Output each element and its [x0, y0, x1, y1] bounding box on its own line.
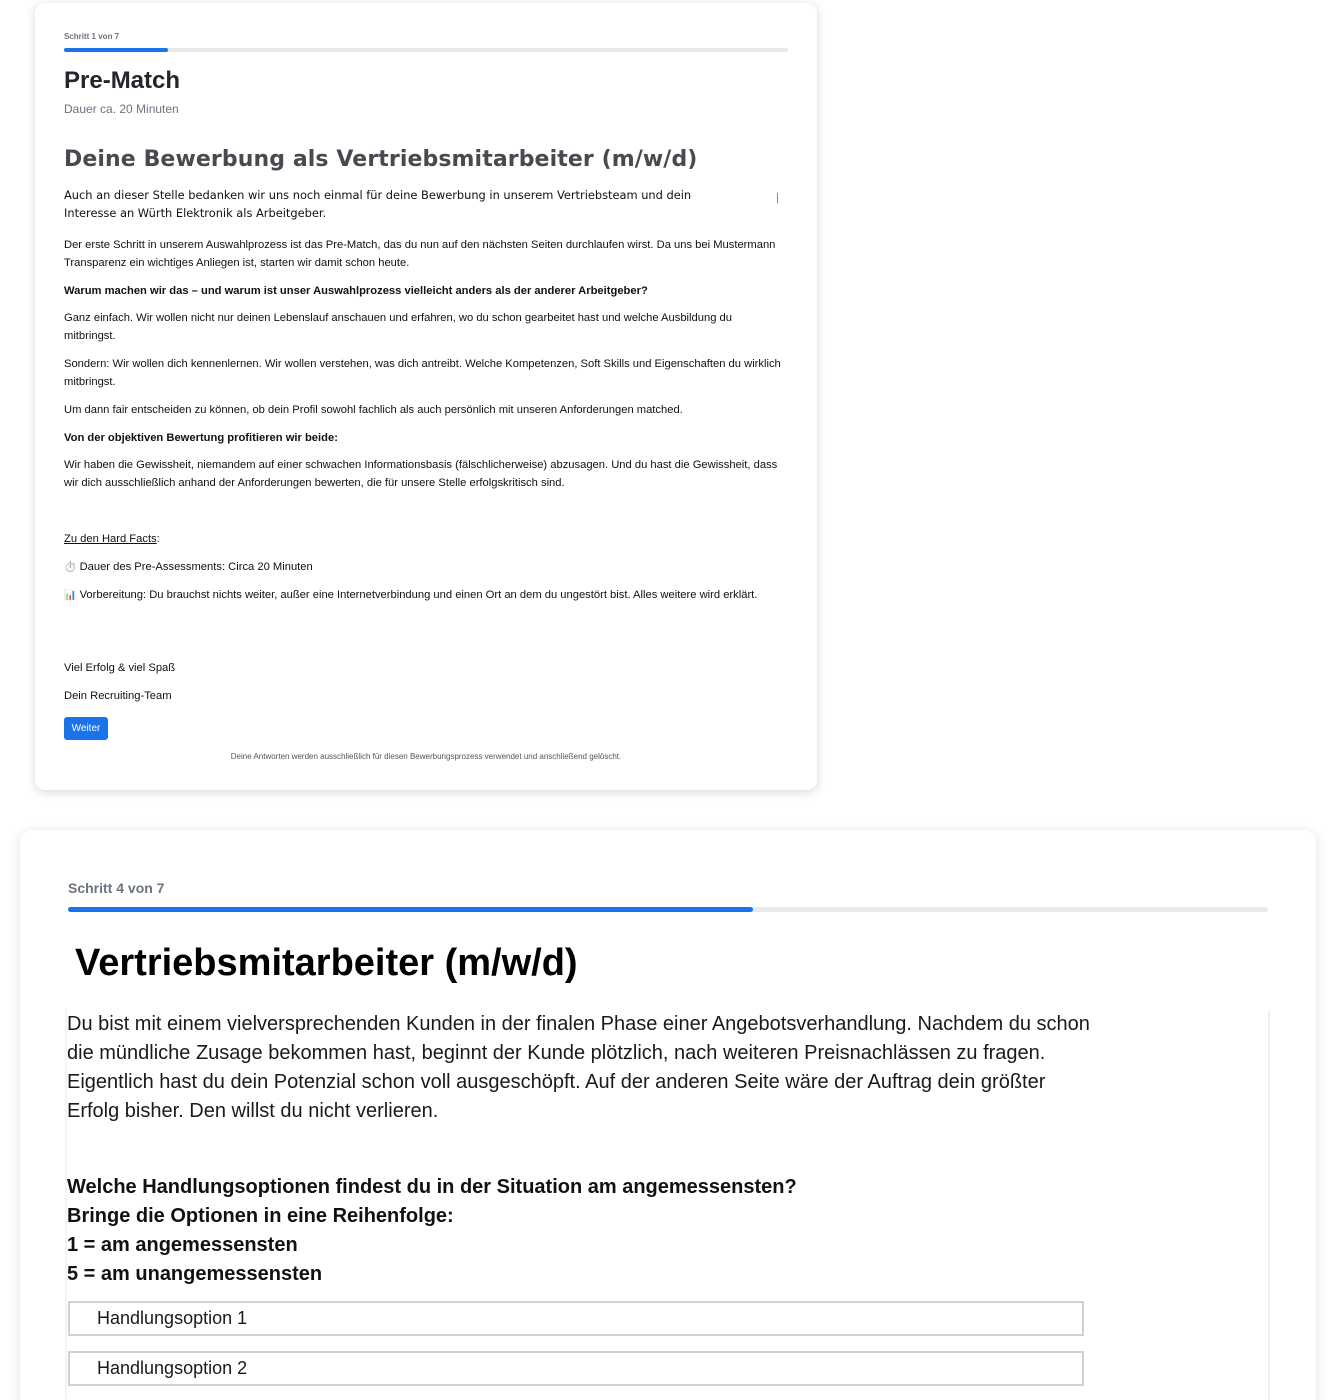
- hard-facts-colon: :: [156, 533, 160, 545]
- paragraph-certainty: Wir haben die Gewissheit, niemandem auf einer schwachen Informationsbasis (fälschlicherweise) abzusagen. Und du hast die Gewissheit, dass wir dich ausschließlich anhand der Anforderungen bewerten, die für unsere Stelle erfolgskritisch sind.: [64, 459, 778, 489]
- fact-preparation: [64, 586, 784, 605]
- question-block: [67, 1173, 1097, 1289]
- paragraph-benefit-heading: Von der objektiven Bewertung profitieren wir beide:: [64, 432, 338, 444]
- scenario-paragraph: Eigentlich hast du dein Potenzial schon voll ausgeschöpft. Auf der anderen Seite wäre der Auftrag dein größter Erfolg bisher. Den willst du nicht verlieren.: [67, 1071, 1046, 1122]
- paragraph-fair: Um dann fair entscheiden zu können, ob dein Profil sowohl fachlich als auch persönlich mit unseren Anforderungen matched.: [64, 404, 683, 416]
- next-button[interactable]: Weiter: [64, 717, 108, 740]
- pre-match-card: [35, 3, 817, 790]
- instruction-text: Bringe die Optionen in eine Reihenfolge:: [67, 1205, 454, 1227]
- ranking-option[interactable]: Handlungsoption 1: [68, 1301, 1084, 1336]
- paragraph-prematch: Der erste Schritt in unserem Auswahlprozess ist das Pre-Match, das du nun auf den nächsten Seiten durchlaufen wirst. Da uns bei Mustermann Transparenz ein wichtiges Anliegen ist, starten wir damit schon heute.: [64, 239, 776, 269]
- question-text: Welche Handlungsoptionen findest du in der Situation am angemessensten?: [67, 1176, 797, 1198]
- progress-fill: [68, 907, 753, 912]
- step-indicator: Schritt 1 von 7: [64, 32, 120, 41]
- closing-signature: Dein Recruiting-Team: [64, 690, 172, 702]
- hard-facts-link[interactable]: Zu den Hard Facts: [64, 533, 157, 545]
- divider: [1268, 1010, 1270, 1400]
- closing-wish: Viel Erfolg & viel Spaß: [64, 662, 176, 674]
- progress-bar: [68, 907, 1268, 912]
- ranking-option[interactable]: Handlungsoption 2: [68, 1351, 1084, 1386]
- text-cursor: [777, 193, 778, 203]
- fact-preparation-text: Vorbereitung: Du brauchst nichts weiter, außer eine Internetverbindung und einen Ort an dem du ungestört bist. Alles weitere wird erklärt.: [79, 589, 758, 601]
- progress-fill: [64, 48, 168, 52]
- assessment-card: [20, 830, 1316, 1400]
- step-indicator: Schritt 4 von 7: [68, 880, 165, 896]
- intro-paragraph: Auch an dieser Stelle bedanken wir uns noch einmal für deine Bewerbung in unserem Vertriebsteam und dein Interesse an Würth Elektronik als Arbeitgeber.: [64, 188, 692, 220]
- privacy-note: Deine Antworten werden ausschließlich für diesen Bewerbungsprozess verwendet und anschließend gelöscht.: [230, 752, 622, 761]
- page-title: Pre-Match: [64, 67, 181, 94]
- paragraph-why-heading: Warum machen wir das – und warum ist unser Auswahlprozess vielleicht anders als der anderer Arbeitgeber?: [64, 285, 648, 297]
- page-title: Vertriebsmitarbeiter (m/w/d): [75, 942, 578, 984]
- duration-text: Dauer ca. 20 Minuten: [64, 102, 179, 116]
- scenario-text: [67, 1010, 1097, 1126]
- progress-bar: [64, 48, 788, 52]
- paragraph-get-to-know: Sondern: Wir wollen dich kennenlernen. Wir wollen verstehen, was dich antreibt. Welche Kompetenzen, Soft Skills und Eigenschaften du wirklich mitbringst.: [64, 358, 781, 388]
- stopwatch-icon: ⏱️: [64, 562, 77, 573]
- section-heading: Deine Bewerbung als Vertriebsmitarbeiter (m/w/d): [64, 147, 698, 172]
- bar-chart-icon: 📊: [64, 590, 77, 601]
- fact-duration: [64, 558, 784, 577]
- paragraph-simple: Ganz einfach. Wir wollen nicht nur deinen Lebenslauf anschauen und erfahren, wo du schon gearbeitet hast und welche Ausbildung du mitbringst.: [64, 312, 732, 342]
- scenario-paragraph: Du bist mit einem vielversprechenden Kunden in der finalen Phase einer Angebotsverhandlung. Nachdem du schon die mündliche Zusage bekommen hast, beginnt der Kunde plötzlich, nach weiteren Preisnachlässen zu fragen.: [67, 1013, 1090, 1064]
- scale-label-worst: 5 = am unangemessensten: [67, 1263, 323, 1285]
- hard-facts-line: [64, 530, 784, 548]
- scale-label-best: 1 = am angemessensten: [67, 1234, 298, 1256]
- fact-duration-text: Dauer des Pre-Assessments: Circa 20 Minuten: [79, 561, 313, 573]
